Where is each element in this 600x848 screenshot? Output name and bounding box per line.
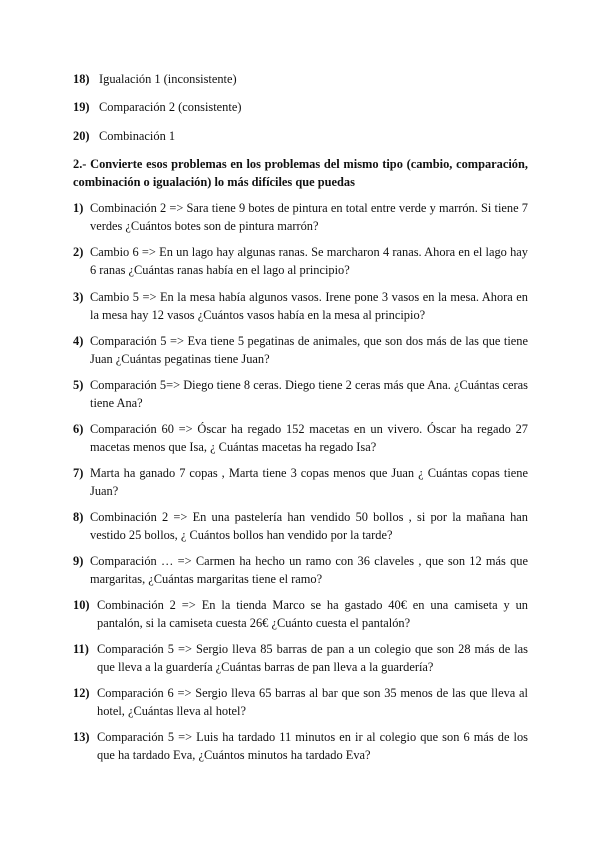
problem-text: Combinación 2 => En una pastelería han vendido 50 bollos , si por la mañana han vestido 25 bollos, ¿ Cuántos bollos han vendido por la tarde? — [90, 510, 528, 542]
problem-number: 10) — [73, 598, 90, 612]
problem-item — [73, 728, 528, 764]
problem-item — [73, 684, 528, 720]
item-number: 20) — [73, 129, 90, 143]
problem-number: 11) — [73, 642, 89, 656]
item-number: 18) — [73, 72, 90, 86]
list-item — [73, 98, 528, 116]
problem-item — [73, 640, 528, 676]
problem-number: 13) — [73, 730, 90, 744]
problem-text: Comparación … => Carmen ha hecho un ramo con 36 claveles , que son 12 más que margaritas, ¿Cuántas margaritas tiene el ramo? — [90, 554, 528, 586]
problem-text: Comparación 5 => Luis ha tardado 11 minutos en ir al colegio que son 6 más de los que ha tardado Eva, ¿Cuántos minutos ha tardado Eva? — [97, 730, 528, 762]
problem-item — [73, 199, 528, 235]
item-text: Igualación 1 (inconsistente) — [99, 72, 237, 86]
problem-number: 7) — [73, 466, 84, 480]
section-heading: 2.- Convierte esos problemas en los problemas del mismo tipo (cambio, comparación, combinación o igualación) lo más difíciles que puedas — [73, 157, 528, 189]
problem-item — [73, 552, 528, 588]
problem-number: 12) — [73, 686, 90, 700]
problem-item — [73, 464, 528, 500]
problem-item — [73, 332, 528, 368]
problem-number: 9) — [73, 554, 84, 568]
problem-text: Comparación 60 => Óscar ha regado 152 macetas en un vivero. Óscar ha regado 27 macetas menos que Isa, ¿ Cuántas macetas ha regado Isa? — [90, 422, 528, 454]
problem-text: Cambio 5 => En la mesa había algunos vasos. Irene pone 3 vasos en la mesa. Ahora en la mesa hay 12 vasos ¿Cuántos vasos había en la mesa al principio? — [90, 290, 528, 322]
item-text: Comparación 2 (consistente) — [99, 100, 242, 114]
problem-item — [73, 288, 528, 324]
problem-number: 2) — [73, 245, 84, 259]
problem-number: 5) — [73, 378, 84, 392]
problem-text: Combinación 2 => Sara tiene 9 botes de pintura en total entre verde y marrón. Si tiene 7 verdes ¿Cuántos botes son de pintura marrón? — [90, 201, 528, 233]
problem-number: 4) — [73, 334, 84, 348]
problem-text: Comparación 5 => Sergio lleva 85 barras de pan a un colegio que son 28 más de las que lleva a la guardería ¿Cuántas barras de pan lleva a la guardería? — [97, 642, 528, 674]
problem-text: Comparación 5 => Eva tiene 5 pegatinas de animales, que son dos más de las que tiene Juan ¿Cuántas pegatinas tiene Juan? — [90, 334, 528, 366]
problem-text: Cambio 6 => En un lago hay algunas ranas. Se marcharon 4 ranas. Ahora en el lago hay 6 ranas ¿Cuántas ranas había en el lago al principio? — [90, 245, 528, 277]
problem-item — [73, 596, 528, 632]
problem-number: 8) — [73, 510, 84, 524]
problem-item — [73, 243, 528, 279]
problem-number: 6) — [73, 422, 84, 436]
list-item — [73, 127, 528, 145]
list-item — [73, 70, 528, 88]
problem-text: Combinación 2 => En la tienda Marco se ha gastado 40€ en una camiseta y un pantalón, si la camiseta cuesta 26€ ¿Cuánto cuesta el pantalón? — [97, 598, 528, 630]
item-number: 19) — [73, 100, 90, 114]
problem-text: Comparación 5=> Diego tiene 8 ceras. Diego tiene 2 ceras más que Ana. ¿Cuántas ceras tiene Ana? — [90, 378, 528, 410]
problem-number: 3) — [73, 290, 84, 304]
problem-number: 1) — [73, 201, 84, 215]
problem-item — [73, 420, 528, 456]
problem-text: Marta ha ganado 7 copas , Marta tiene 3 copas menos que Juan ¿ Cuántas copas tiene Juan? — [90, 466, 528, 498]
problem-item — [73, 376, 528, 412]
problem-text: Comparación 6 => Sergio lleva 65 barras al bar que son 35 menos de las que lleva al hotel, ¿Cuántas lleva al hotel? — [97, 686, 528, 718]
item-text: Combinación 1 — [99, 129, 176, 143]
problem-item — [73, 508, 528, 544]
